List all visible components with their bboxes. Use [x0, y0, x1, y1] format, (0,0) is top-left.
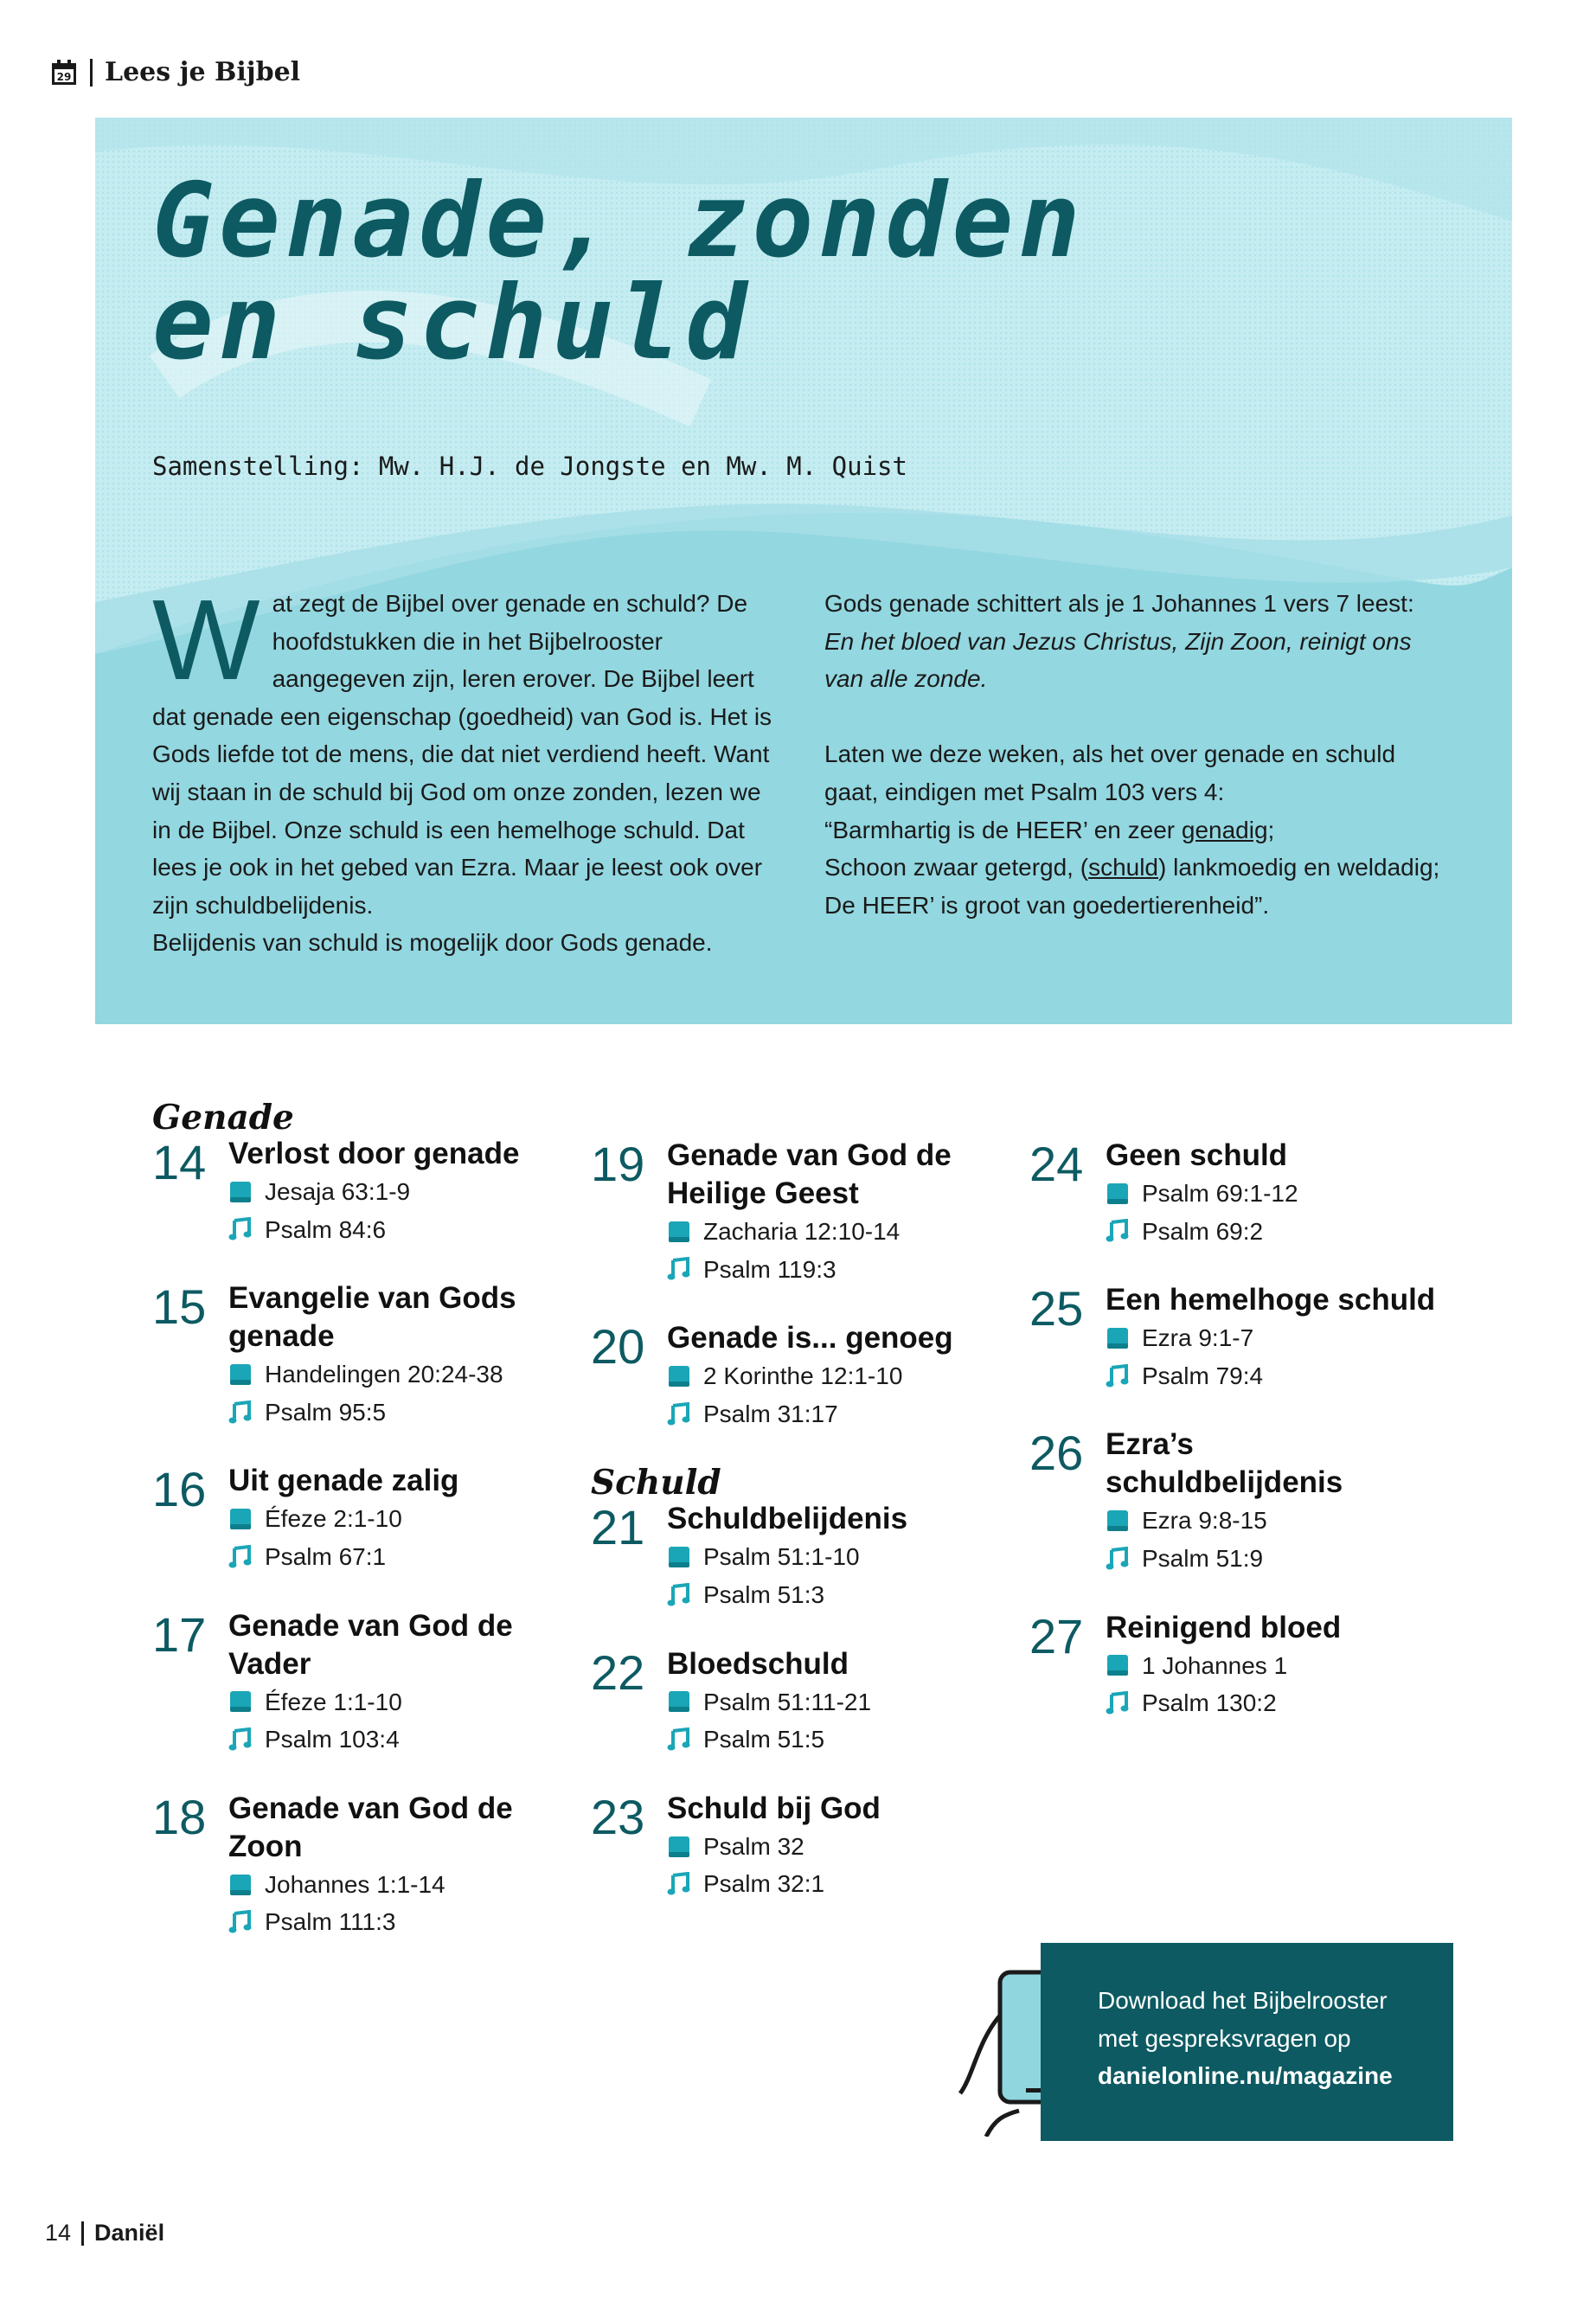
book-icon — [667, 1689, 691, 1714]
magazine-name: Daniël — [94, 2220, 165, 2246]
music-note-icon — [228, 1727, 253, 1752]
title-line-2: en schuld — [152, 263, 753, 382]
reading-ref — [228, 1500, 559, 1538]
music-note-icon — [228, 1400, 253, 1425]
reading-text: Johannes 1:1-14 — [265, 1870, 445, 1898]
reading-ref — [228, 1173, 559, 1211]
singing-text: Psalm 111:3 — [265, 1908, 396, 1936]
day-number: 27 — [1029, 1608, 1084, 1663]
music-note-icon — [1106, 1547, 1130, 1571]
reading-ref — [667, 1683, 997, 1721]
svg-text:29: 29 — [56, 70, 72, 83]
entry-title: Schuld bij God — [667, 1791, 881, 1825]
music-note-icon — [667, 1583, 691, 1607]
section-label: Lees je Bijbel — [105, 57, 301, 87]
singing-ref — [1106, 1357, 1436, 1395]
book-icon — [228, 1873, 253, 1897]
reading-text: Éfeze 2:1-10 — [265, 1505, 402, 1533]
reading-ref — [228, 1356, 559, 1394]
music-note-icon — [1106, 1364, 1130, 1388]
page-number: 14 — [45, 2220, 72, 2246]
day-number: 19 — [591, 1137, 645, 1191]
music-note-icon — [667, 1727, 691, 1752]
singing-ref — [228, 1721, 559, 1759]
intro-text: at zegt de Bijbel over genade en schuld? De hoofdstukken die in het Bijbelrooster aangegeven zijn, leren erover. De Bijbel leert dat genade een eigenschap (goedheid) van God is. Het is Gods liefde tot de mens, die dat niet verdiend heeft. Want wij staan in de schuld bij God om onze zonden, lezen we in de Bijbel. Onze schuld is een hemelhoge schuld. Dat lees je ook in het gebed van Ezra. Maar je leest ook over zijn schuldbelijdenis. — [152, 590, 772, 919]
singing-ref — [228, 1211, 559, 1249]
reading-text: Jesaja 63:1-9 — [265, 1178, 411, 1205]
section-title-genade: Genade — [152, 1098, 294, 1138]
day-number: 25 — [1029, 1281, 1084, 1336]
quote-intro: Gods genade schittert als je 1 Johannes 1 vers 7 leest: — [824, 590, 1414, 617]
book-icon — [667, 1545, 691, 1569]
singing-text: Psalm 130:2 — [1142, 1689, 1277, 1717]
underlined-genadig: genadig — [1181, 816, 1268, 843]
title-line-1: Genade, zonden — [152, 161, 1086, 280]
day-number: 26 — [1029, 1426, 1084, 1481]
reading-text: Psalm 51:1-10 — [703, 1543, 860, 1571]
entry-title: Een hemelhoge schuld — [1106, 1283, 1436, 1317]
header-divider — [90, 59, 93, 87]
schedule-column-1 — [152, 1099, 559, 1972]
underlined-schuld: schuld — [1088, 854, 1158, 881]
entry-title: Ezra’s schuldbelijdenis — [1106, 1427, 1343, 1500]
schedule-entry — [1029, 1281, 1436, 1394]
singing-ref — [228, 1538, 559, 1576]
singing-ref — [1106, 1684, 1436, 1722]
schedule-entry — [591, 1500, 997, 1613]
singing-ref — [228, 1394, 559, 1432]
schedule-entry — [591, 1645, 997, 1759]
reading-text: Ezra 9:1-7 — [1142, 1324, 1254, 1352]
bible-quote: En het bloed van Jezus Christus, Zijn Zoon, reinigt ons van alle zonde. — [824, 627, 1412, 693]
schedule-entry — [152, 1790, 559, 1941]
music-note-icon — [667, 1402, 691, 1426]
reading-text: 2 Korinthe 12:1-10 — [703, 1362, 903, 1390]
reading-ref — [1106, 1175, 1436, 1213]
entry-title: Schuldbelijdenis — [667, 1502, 908, 1536]
reading-ref — [1106, 1502, 1436, 1540]
reading-text: Éfeze 1:1-10 — [265, 1688, 402, 1715]
singing-text: Psalm 51:5 — [703, 1726, 825, 1753]
intro-right-column — [824, 585, 1447, 924]
schedule-column-2 — [591, 1137, 997, 1934]
music-note-icon — [228, 1910, 253, 1934]
day-number: 15 — [152, 1279, 207, 1335]
schedule-entry — [591, 1790, 997, 1903]
reading-ref — [667, 1213, 997, 1251]
schedule-entry — [1029, 1609, 1436, 1722]
entry-title: Evangelie van Gods genade — [228, 1281, 516, 1354]
byline: Samenstelling: Mw. H.J. de Jongste en Mw. M. Quist — [152, 452, 907, 481]
entry-title: Genade van God de Heilige Geest — [667, 1138, 952, 1210]
singing-ref — [1106, 1540, 1436, 1578]
singing-ref — [667, 1721, 997, 1759]
psalm-line-1-end: ; — [1267, 816, 1275, 843]
music-note-icon — [1106, 1219, 1130, 1243]
singing-text: Psalm 69:2 — [1142, 1217, 1264, 1245]
book-icon — [228, 1180, 253, 1204]
psalm-line-1: “Barmhartig is de HEER’ en zeer — [824, 816, 1182, 843]
book-icon — [1106, 1509, 1130, 1533]
reading-text: Zacharia 12:10-14 — [703, 1218, 901, 1245]
reading-text: Psalm 69:1-12 — [1142, 1180, 1298, 1207]
entry-title: Genade van God de Zoon — [228, 1791, 513, 1863]
singing-ref — [667, 1395, 997, 1433]
reading-ref — [667, 1357, 997, 1395]
book-icon — [228, 1507, 253, 1531]
day-number: 21 — [591, 1500, 645, 1555]
download-callout — [1041, 1943, 1453, 2141]
schedule-entry — [152, 1279, 559, 1431]
entry-title: Reinigend bloed — [1106, 1610, 1342, 1644]
book-icon — [1106, 1182, 1130, 1206]
reading-ref — [228, 1866, 559, 1904]
reading-text: Handelingen 20:24-38 — [265, 1361, 503, 1388]
entry-title: Uit genade zalig — [228, 1464, 459, 1498]
download-line-2: met gespreksvragen op — [1098, 2024, 1351, 2052]
schedule-entry — [152, 1462, 559, 1575]
singing-text: Psalm 84:6 — [265, 1215, 387, 1243]
psalm-intro: Laten we deze weken, als het over genade en schuld gaat, eindigen met Psalm 103 vers 4: — [824, 740, 1396, 805]
reading-text: Psalm 51:11-21 — [703, 1688, 872, 1715]
singing-text: Psalm 119:3 — [703, 1255, 836, 1283]
intro-paragraph-3 — [824, 735, 1447, 924]
entry-title: Genade van God de Vader — [228, 1608, 513, 1681]
book-icon — [667, 1835, 691, 1859]
singing-text: Psalm 51:9 — [1142, 1544, 1264, 1572]
psalm-line-3: De HEER’ is groot van goedertierenheid”. — [824, 891, 1270, 919]
book-icon — [1106, 1653, 1130, 1677]
schedule-entry — [1029, 1137, 1436, 1250]
psalm-line-2-end: ) lankmoedig en weldadig; — [1158, 854, 1440, 881]
reading-text: 1 Johannes 1 — [1142, 1651, 1288, 1679]
entry-title: Bloedschuld — [667, 1646, 849, 1681]
page-title — [152, 161, 1104, 382]
reading-text: Psalm 32 — [703, 1832, 804, 1860]
singing-text: Psalm 95:5 — [265, 1398, 387, 1426]
entry-title: Geen schuld — [1106, 1138, 1288, 1172]
drop-cap: W — [152, 576, 260, 703]
entry-title: Verlost door genade — [228, 1137, 520, 1170]
page-header — [50, 57, 300, 87]
schedule-entry — [152, 1135, 559, 1248]
reading-ref — [1106, 1319, 1436, 1357]
calendar-icon — [50, 59, 78, 87]
section-title-schuld: Schuld — [591, 1463, 721, 1503]
music-note-icon — [667, 1872, 691, 1896]
day-number: 17 — [152, 1606, 207, 1662]
reading-ref — [667, 1828, 997, 1866]
schedule-entry — [152, 1607, 559, 1759]
singing-ref — [667, 1865, 997, 1903]
singing-text: Psalm 79:4 — [1142, 1362, 1264, 1389]
day-number: 18 — [152, 1789, 207, 1844]
download-link[interactable]: danielonline.nu/magazine — [1098, 2062, 1393, 2090]
day-number: 14 — [152, 1135, 207, 1189]
day-number: 23 — [591, 1789, 645, 1844]
book-icon — [228, 1689, 253, 1714]
music-note-icon — [1106, 1691, 1130, 1715]
schedule-column-3 — [1029, 1137, 1436, 1753]
singing-ref — [228, 1903, 559, 1941]
day-number: 22 — [591, 1644, 645, 1700]
singing-ref — [667, 1576, 997, 1614]
schedule-entry — [1029, 1426, 1436, 1577]
book-icon — [1106, 1326, 1130, 1350]
schedule-entry — [591, 1319, 997, 1433]
footer-divider — [81, 2221, 84, 2246]
psalm-line-2: Schoon zwaar getergd, ( — [824, 854, 1089, 881]
day-number: 20 — [591, 1319, 645, 1375]
reading-ref — [1106, 1647, 1436, 1685]
book-icon — [667, 1220, 691, 1244]
singing-text: Psalm 67:1 — [265, 1542, 387, 1570]
download-text — [1098, 1982, 1393, 2095]
reading-ref — [228, 1683, 559, 1721]
singing-text: Psalm 31:17 — [703, 1400, 838, 1427]
schedule-entry — [591, 1137, 997, 1288]
singing-ref — [1106, 1213, 1436, 1251]
singing-text: Psalm 32:1 — [703, 1870, 825, 1898]
intro-text-last: Belijdenis van schuld is mogelijk door Gods genade. — [152, 929, 713, 957]
music-note-icon — [667, 1257, 691, 1281]
intro-left-column — [152, 576, 775, 962]
singing-ref — [667, 1251, 997, 1289]
reading-ref — [667, 1538, 997, 1576]
music-note-icon — [228, 1217, 253, 1241]
page-footer — [45, 2220, 164, 2247]
singing-text: Psalm 103:4 — [265, 1726, 400, 1753]
book-icon — [228, 1362, 253, 1387]
music-note-icon — [228, 1545, 253, 1569]
singing-text: Psalm 51:3 — [703, 1580, 825, 1608]
download-line-1: Download het Bijbelrooster — [1098, 1987, 1388, 2014]
day-number: 24 — [1029, 1137, 1084, 1191]
intro-panel — [95, 118, 1512, 1024]
book-icon — [667, 1364, 691, 1388]
intro-paragraph-2 — [824, 585, 1447, 698]
entry-title: Genade is... genoeg — [667, 1321, 953, 1356]
reading-text: Ezra 9:8-15 — [1142, 1507, 1267, 1535]
day-number: 16 — [152, 1462, 207, 1517]
